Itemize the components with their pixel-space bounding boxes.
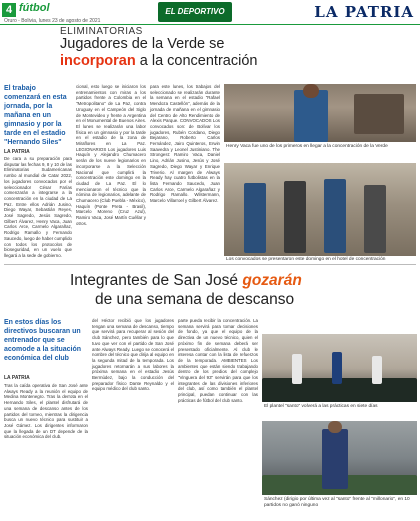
page-header [0,0,420,24]
photo-background [354,94,404,134]
photo-convocados [224,163,416,256]
section-label: fútbol [19,2,50,14]
story2-lead: En estos días los directivos buscaran un entrenador que se acomode a la situación económica del club [4,319,82,362]
photo-figure [324,179,346,253]
story2-column-3: parte pueda recibir la concentración. La semana servirá para tomar decisiones de fondo, ya que el equipo de la directiva de un nuevo técnico, quien el próximo fin de semana deberá ser presentado oficialmente. Al club le interesa contar con la lista de refuerzos de la temporada. AMBIENTES Los ambientes que están siendo trabajando dentro de los predios del complejo "Vinguera del 93" servirán para que los integrantes de las divisiones inferiores del club, así como también el plantel principal, puedan continuar con las prácticas de fútbol del club santo. [178,318,258,403]
el-deportivo-logo: EL DEPORTIVO [158,2,232,22]
photo-plantel-santo [262,334,417,402]
story2-title-text: Integrantes de San José [70,272,239,289]
story1-column-2: cional, esto luego se iniciaron los entrenamientos con miras a los partidos frente a Colombia en el "Metropolitano" de La Paz, contra Uruguay en el Campeón del Siglo de Montevideo y frente a Argentina en el Monumental de Buenos Aires. El lunes se realizarán una labor física en un gimnasio y por la tarde en el estadio de la zona de Miraflores en La Paz. LEGIONARIOS Los jugadores Luis Haquín y Alejandro Chumacero serán de los nueve legionarios en incorporarse a la Selección Nacional que cumplirá la concentración este domingo en la ciudad de La Paz. El lo mencionaron el técnico que la nómina de legionarios, adelante de Chumacero (Club Puebla - México), Haquín (Ponte Preta - Brasil), Marcelo Moreno (Cruz Azul), Ramiro Vaca, José Martín Cuéllar y otros. [76,84,146,226]
story1-byline: LA PATRIA [4,149,30,155]
photo-figure-head [303,84,319,98]
story2-title-line2: de una semana de descanso [95,291,295,308]
photo-figure [284,181,306,253]
photo-figure [244,183,266,253]
photo-figure-head [328,421,342,433]
story2-byline: LA PATRIA [4,375,30,381]
story2-column-1: Tras la caída operativa de San José ante Always Ready a la reunión el equipo de Medina Montenegro. Tras la derrota en el Hernando Siles, el plantel disfrutará de una semana de descanso antes de los partidos del torneo, mientras la dirigencia busca un nuevo técnico para sustituir a José Gámez. Los dirigentes informaron que la llegada de un DT depende de la situación económica del club. [4,383,88,440]
story2-title-highlight: gozarán [242,272,302,289]
story2-column-2: del Héctor recibió que los jugadores tengan una semana de descanso, tiempo que servirá para recuperar al sesión del club Sánchez, pero también para lo que tuvo que ver con el partido de San José ante Always Ready. Luego se conocerá el nombre del técnico que dirija al equipo en la segunda mitad de la temporada. Los jugadores retornarán a sus labores la próxima semana en el estadio Jesús Bermúdez, bajo la conducción del preparador físico Dante Reynaldo y el equipo médico del club santo. [92,318,174,392]
photo4-caption: Sánchez (dirigio por última vez al "santo" frente al "millonario", en 10 partidos no ganó ninguno [264,497,410,508]
header-rule [0,24,420,25]
story2-title-line1 [70,272,302,290]
photo-figure [332,352,342,384]
story1-title-line1: Jugadores de la Verde se [60,36,225,52]
photo-figure [372,356,382,384]
photo-figure [292,354,302,384]
story1-title-line2 [60,53,257,69]
page-number: 4 [2,3,16,17]
story-divider [4,264,416,265]
photo3-caption: El plantel "santo" volverá a las prácticas en siete días [264,404,378,409]
photo-figure [322,429,348,489]
story1-column-1: De cara a su preparación para disputar las fechas 9, 8 y 10 de las Eliminatorias Sudamericanas rumbo al mundial de Catar 2022, los jugadores convocados por el seleccionador César Farías comenzarán a integrarse a la concentración en la ciudad de La Paz. Entre ellos Adrián Jusino, Diego Wayar, Sebastián Reyes, José Sagredo, Jesús Sagredo, Gilbert Álvarez, Henry Vaca, Juan Carlos Arce, Carmelo Algarañaz, Rodrigo Ramallo y Fernando Saucedo, luego de haber cumplido con todos los protocolos de bioseguridad, en un vuelo que llegará a la sede de gobierno. [4,156,72,258]
story1-title-rest: a la concentración [139,53,258,69]
masthead: LA PATRIA [314,3,414,21]
photo-figure [364,185,386,253]
story1-column-3: para este lunes, los trabajos del seleccionado se realizarán durante la semana en el estadio "Rafael Mendoza Castellón", además de la jornada de mañana en el gimnasio del Centro de Alto Rendimiento de Alexis Parque. CONVOCADOS Los convocados son: de Bolívar los jugadores, Rubén Cordano, Diego Bejarano, Roberto Carlos Fernández, Jairo Quinteros, Erwin Saavedra y Leonel Justiniano. The Strongest: Ramiro Vaca, Daniel Lino, Adrián Jusino, Jesús y José Sagredo, Diego Wayar y Enrique Triverio. Al margen de Always Ready hay cuatro futbolistas en la lista Fernando Saucedo, Juan Carlos Arce, Carmelo Algarañaz y Rodrigo Ramallo. Wilstermann, Marcelo Villarroel y Gilbert Álvarez. [150,84,220,204]
dateline: Oruro - Bolivia, lunes 23 de agosto de 2021 [4,18,101,24]
photo-henry-vaca [224,84,416,142]
story1-title-highlight: incorporan [60,53,136,69]
story1-lead: El trabajo comenzará en esta jornada, por la mañana en un gimnasio y por la tarde en el estadio "Hernando Siles" [4,85,67,146]
photo-sanchez [262,421,417,495]
story1-kicker: ELIMINATORIAS [60,26,143,37]
photo2-caption: Los convocados se presentaron este domingo en el hotel de concentración [226,257,386,262]
photo1-caption: Henry Vaca fue uno de los primeros en llegar a la concentración de la Verde [226,144,388,149]
